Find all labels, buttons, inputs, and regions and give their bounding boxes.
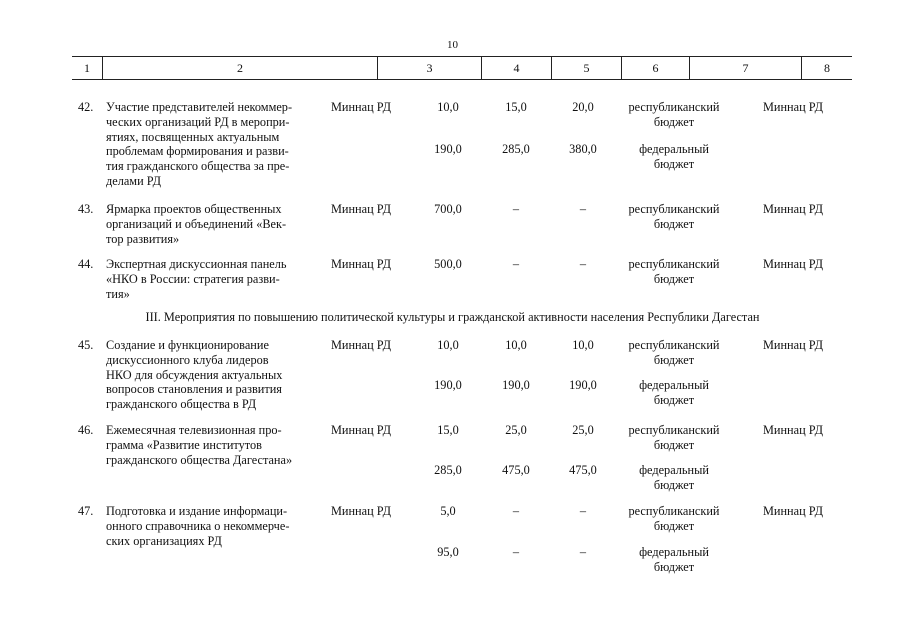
row-executor: Миннац РД [330,338,392,352]
value-col4: 190,0 [434,378,462,392]
value-col4: 285,0 [434,463,462,477]
row-executor: Миннац РД [330,423,392,437]
value-col6: 20,0 [572,100,594,114]
header-col-7: 7 [689,57,801,79]
funding-source: республиканский [628,100,720,114]
funding-source: бюджет [653,272,695,286]
row-responsible: Миннац РД [762,504,824,518]
value-col4: 95,0 [437,545,459,559]
value-col5: – [512,202,520,216]
value-col4: 700,0 [434,202,462,216]
value-col5: – [512,504,520,518]
row-responsible: Миннац РД [762,338,824,352]
row-description: Ежемесячная телевизионная про- грамма «Развитие институтов гражданского общества Дагестана» [106,423,293,467]
header-col-8: 8 [801,57,852,79]
header-col-2: 2 [102,57,377,79]
funding-source: федеральный [639,463,709,477]
row-description: Создание и функционирование дискуссионного клуба лидеров НКО для обсуждения актуальных вопросов становления и развития гражданского общества в РД [106,338,283,412]
row-description: Экспертная дискуссионная панель «НКО в России: стратегия разви- тия» [106,257,287,301]
header-col-3: 3 [377,57,481,79]
funding-source: федеральный [639,545,709,559]
funding-source: республиканский [628,257,720,271]
value-col4: 500,0 [434,257,462,271]
value-col6: 10,0 [572,338,594,352]
funding-source: бюджет [653,438,695,452]
funding-source: федеральный [639,378,709,392]
row-responsible: Миннац РД [762,257,824,271]
value-col6: – [579,545,587,559]
value-col5: – [512,257,520,271]
funding-source: бюджет [653,560,695,574]
row-description: Участие представителей некоммер- ческих организаций РД в меропри- ятиях, посвященных актуальным проблемам формирования и разви- тия гражданского общества за пре- делами РД [106,100,293,188]
row-responsible: Миннац РД [762,423,824,437]
value-col5: – [512,545,520,559]
value-col6: – [579,202,587,216]
value-col5: 10,0 [505,338,527,352]
row-executor: Миннац РД [330,257,392,271]
page-number: 10 [447,39,458,51]
row-executor: Миннац РД [330,100,392,114]
funding-source: бюджет [653,393,695,407]
row-executor: Миннац РД [330,202,392,216]
row-description: Ярмарка проектов общественных организаций и объединений «Век- тор развития» [106,202,287,246]
header-col-5: 5 [551,57,621,79]
section-title: III. Мероприятия по повышению политической культуры и гражданской активности населения Республики Дагестан [145,310,760,324]
value-col5: 15,0 [505,100,527,114]
funding-source: республиканский [628,202,720,216]
header-col-6: 6 [621,57,689,79]
value-col6: 190,0 [569,378,597,392]
row-number: 47. [78,504,94,518]
value-col6: – [579,257,587,271]
funding-source: бюджет [653,157,695,171]
funding-source: федеральный [639,142,709,156]
value-col6: 25,0 [572,423,594,437]
funding-source: бюджет [653,353,695,367]
row-description: Подготовка и издание информаци- онного справочника о некоммерче- ских организациях РД [106,504,290,548]
funding-source: бюджет [653,217,695,231]
value-col4: 5,0 [440,504,456,518]
funding-source: бюджет [653,478,695,492]
value-col6: 380,0 [569,142,597,156]
row-number: 43. [78,202,94,216]
funding-source: республиканский [628,423,720,437]
value-col4: 190,0 [434,142,462,156]
header-col-4: 4 [481,57,551,79]
value-col6: 475,0 [569,463,597,477]
row-responsible: Миннац РД [762,202,824,216]
value-col5: 25,0 [505,423,527,437]
funding-source: республиканский [628,504,720,518]
row-number: 42. [78,100,94,114]
row-number: 44. [78,257,94,271]
header-col-1: 1 [84,61,90,75]
value-col6: – [579,504,587,518]
value-col4: 10,0 [437,100,459,114]
value-col4: 15,0 [437,423,459,437]
value-col5: 285,0 [502,142,530,156]
table-header [72,56,852,80]
value-col4: 10,0 [437,338,459,352]
value-col5: 475,0 [502,463,530,477]
row-number: 45. [78,338,94,352]
value-col5: 190,0 [502,378,530,392]
row-responsible: Миннац РД [762,100,824,114]
row-number: 46. [78,423,94,437]
funding-source: бюджет [653,519,695,533]
funding-source: республиканский [628,338,720,352]
row-executor: Миннац РД [330,504,392,518]
funding-source: бюджет [653,115,695,129]
